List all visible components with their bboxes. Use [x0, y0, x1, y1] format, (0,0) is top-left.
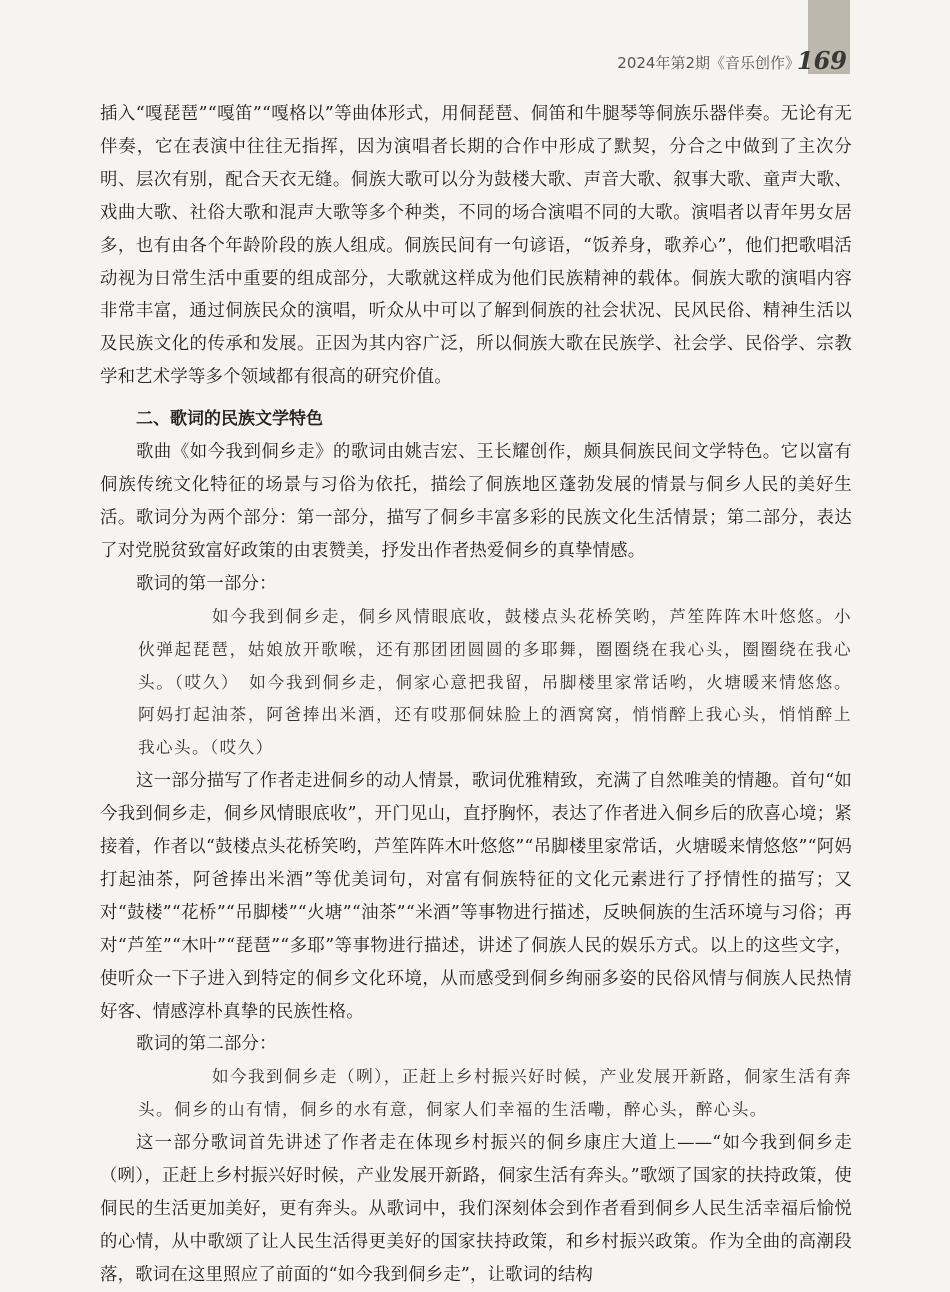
paragraph-3: 这一部分描写了作者走进侗乡的动人情景，歌词优雅精致，充满了自然唯美的情趣。首句“如今我到侗乡走，侗乡风情眼底收”，开门见山，直抒胸怀，表达了作者进入侗乡后的欣喜心境；紧接着，作者以“鼓楼点头花桥笑哟，芦笙阵阵木叶悠悠”“吊脚楼里家常话，火塘暖来情悠悠”“阿妈打起油茶，阿爸捧出米酒”等优美词句，对富有侗族特征的文化元素进行了抒情性的描写；又对“鼓楼”“花桥”“吊脚楼”“火塘”“油茶”“米酒”等事物进行描述，反映侗族的生活环境与习俗；再对“芦笙”“木叶”“琵琶”“多耶”等事物进行描述，讲述了侗族人民的娱乐方式。以上的这些文字，使听众一下子进入到特定的侗乡文化环境，从而感受到侗乡绚丽多姿的民俗风情与侗族人民热情好客、情感淳朴真挚的民族性格。: [100, 771, 852, 1022]
paragraph-4: 这一部分歌词首先讲述了作者走在体现乡村振兴的侗乡康庄大道上——“如今我到侗乡走（咧），正赶上乡村振兴好时候，产业发展开新路，侗家生活有奔头。”歌颂了国家的扶持政策，使侗民的生活更加美好，更有奔头。从歌词中，我们深刻体会到作者看到侗乡人民生活幸福后愉悦的心情，从中歌颂了让人民生活得更美好的国家扶持政策，和乡村振兴政策。作为全曲的高潮段落，歌词在这里照应了前面的“如今我到侗乡走”，让歌词的结构: [100, 1133, 852, 1285]
lyrics-label-1: 歌词的第一部分：: [136, 573, 277, 594]
paragraph-2: 歌曲《如今我到侗乡走》的歌词由姚吉宏、王长耀创作，颇具侗族民间文学特色。它以富有侗族传统文化特征的场景与习俗为依托，描绘了侗族地区蓬勃发展的情景与侗乡人民的美好生活。歌词分为两个部分：第一部分，描写了侗乡丰富多彩的民族文化生活情景；第二部分，表达了对党脱贫致富好政策的由衷赞美，抒发出作者热爱侗乡的真挚情感。: [100, 442, 852, 561]
paragraph-1: 插入“嘎琵琶”“嘎笛”“嘎格以”等曲体形式，用侗琵琶、侗笛和牛腿琴等侗族乐器伴奏。无论有无伴奏，它在表演中往往无指挥，因为演唱者长期的合作中形成了默契，分合之中做到了主次分明、层次有别，配合天衣无缝。侗族大歌可以分为鼓楼大歌、声音大歌、叙事大歌、童声大歌、戏曲大歌、社俗大歌和混声大歌等多个种类，不同的场合演唱不同的大歌。演唱者以青年男女居多，也有由各个年龄阶段的族人组成。侗族民间有一句谚语，“饭养身，歌养心”，他们把歌唱活动视为日常生活中重要的组成部分，大歌就这样成为他们民族精神的载体。侗族大歌的演唱内容非常丰富，通过侗族民众的演唱，听众从中可以了解到侗族的社会状况、民风民俗、精神生活以及民族文化的传承和发展。正因为其内容广泛，所以侗族大歌在民族学、社会学、民俗学、宗教学和艺术学等多个领域都有很高的研究价值。: [100, 104, 852, 388]
journal-info: 2024年第2期《音乐创作》: [617, 54, 800, 72]
section-heading: 二、歌词的民族文学特色: [136, 409, 323, 430]
page-header: [0, 44, 950, 84]
lyrics-block-2: 如今我到侗乡走（咧），正赶上乡村振兴好时候，产业发展开新路，侗家生活有奔头。侗乡的山有情，侗乡的水有意，侗家人们幸福的生活嘞，醉心头，醉心头。: [138, 1067, 852, 1120]
lyrics-block-1: 如今我到侗乡走，侗乡风情眼底收，鼓楼点头花桥笑哟，芦笙阵阵木叶悠悠。小伙弹起琵琶，姑娘放开歌喉，还有那团团圆圆的多耶舞，圈圈绕在我心头，圈圈绕在我心头。（哎久） 如今我到侗乡走，侗家心意把我留，吊脚楼里家常话哟，火塘暖来情悠悠。阿妈打起油茶，阿爸捧出米酒，还有哎那侗妹脸上的酒窝窝，悄悄醉上我心头，悄悄醉上我心头。（哎久）: [138, 606, 852, 758]
article-body: [100, 98, 852, 1292]
page-number: 169: [796, 46, 847, 75]
lyrics-label-2: 歌词的第二部分：: [136, 1034, 277, 1055]
